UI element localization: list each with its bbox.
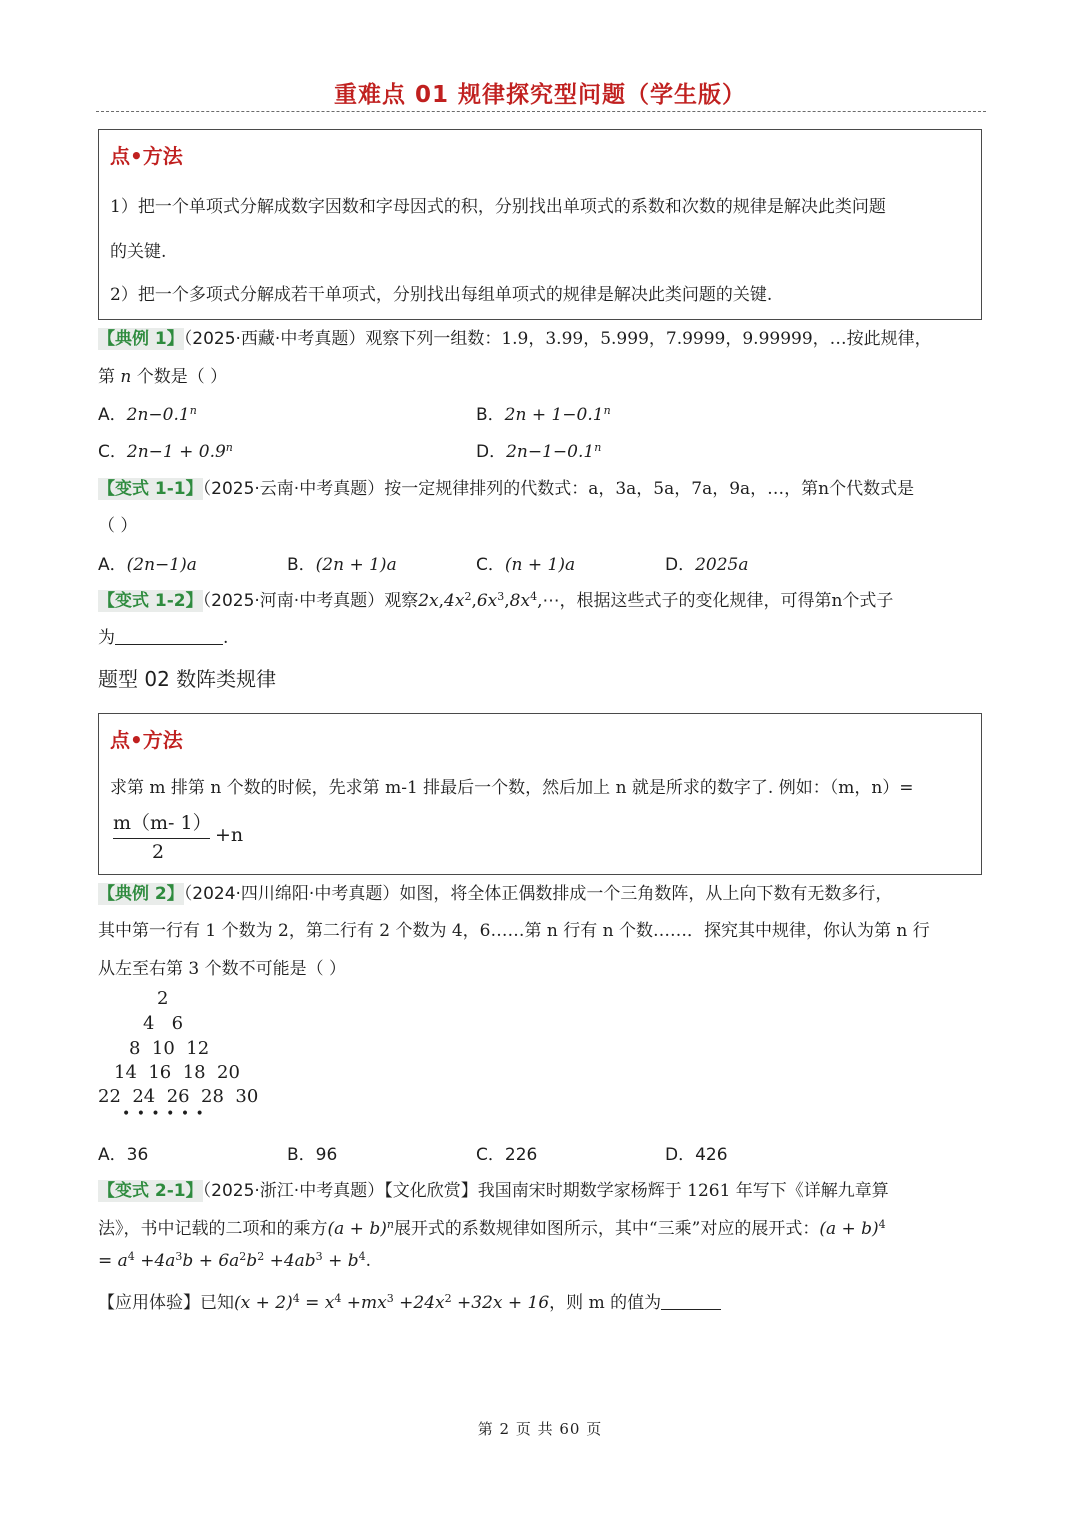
option-label: D．	[665, 1145, 696, 1165]
question-text: 观察	[384, 591, 419, 611]
option-expr: (2n−1)a	[126, 555, 197, 575]
math-var: n	[120, 367, 132, 387]
question-text: 已知	[200, 1293, 234, 1313]
exponent: 2	[239, 1250, 247, 1263]
page-footer: 第 2 页 共 60 页	[477, 1420, 603, 1438]
option-label: C．	[476, 1145, 505, 1165]
exponent: 3	[315, 1250, 323, 1263]
fraction-bar	[113, 838, 210, 839]
formula-fraction	[111, 808, 244, 868]
option-label: B．	[476, 405, 505, 425]
option-label: C．	[98, 442, 127, 462]
example-tag: 【典例 2】	[98, 884, 184, 904]
application-question	[98, 1288, 721, 1313]
option-d[interactable]	[665, 1140, 728, 1165]
option-expr: 96	[315, 1145, 338, 1165]
question-text: .	[223, 628, 229, 648]
triangle-row-5: 22 24 26 28 30	[98, 1086, 259, 1107]
option-c[interactable]	[98, 437, 233, 462]
exponent: n	[386, 1218, 394, 1231]
option-d[interactable]	[665, 550, 749, 575]
option-c[interactable]	[476, 550, 575, 575]
question-text: 按一定规律排列的代数式：a，3a，5a，7a，9a，…，第n个代数式是	[384, 479, 915, 499]
example-tag: 【典例 1】	[98, 329, 184, 349]
math-term: 6x	[476, 591, 498, 611]
option-b[interactable]	[287, 1140, 337, 1165]
math-term: 4x	[444, 591, 465, 611]
example-1-question	[98, 324, 932, 349]
triangle-row-3: 8 10 12	[129, 1038, 210, 1059]
exponent: 4	[878, 1218, 886, 1231]
question-text: 展开式的系数规律如图所示，其中“三乘”对应的展开式：	[393, 1219, 820, 1239]
question-text: 【文化欣赏】我国南宋时期数学家杨辉于 1261 年写下《详解九章算	[384, 1181, 889, 1201]
variant-2-1-question-cont	[98, 1214, 886, 1239]
method-box-heading: 点•方法	[110, 144, 183, 168]
option-label: D．	[476, 442, 507, 462]
variant-1-1-question-cont: （ ）	[98, 516, 138, 536]
exponent: n	[225, 441, 233, 454]
option-expr: 2025a	[695, 555, 749, 575]
question-source: （2025·河南·中考真题）	[202, 591, 385, 611]
option-label: A．	[98, 405, 127, 425]
math-expr: (x + 2)	[234, 1293, 293, 1313]
option-a[interactable]	[98, 400, 197, 425]
option-label: A．	[98, 555, 127, 575]
exponent: 4	[334, 1292, 342, 1305]
answer-blank[interactable]	[115, 628, 223, 645]
example-tag: 【变式 1-2】	[98, 591, 203, 611]
exponent: 4	[127, 1250, 135, 1263]
exponent: 3	[175, 1250, 183, 1263]
example-1-question-cont	[98, 362, 227, 387]
triangle-row-1: 2	[157, 988, 169, 1009]
question-source: （2025·浙江·中考真题）	[202, 1181, 385, 1201]
method-box-heading: 点•方法	[110, 728, 183, 752]
example-2-question-cont: 从左至右第 3 个数不可能是（ ）	[98, 959, 347, 979]
exponent: n	[189, 404, 197, 417]
option-a[interactable]	[98, 1140, 148, 1165]
question-source: （2024·四川绵阳·中考真题）	[183, 884, 400, 904]
exponent: 2	[444, 1292, 452, 1305]
math-expr: +4a	[134, 1251, 176, 1271]
option-expr: 426	[695, 1145, 728, 1165]
option-expr: 2n−1 + 0.9	[126, 442, 226, 462]
exponent: n	[603, 404, 611, 417]
title-divider	[96, 111, 986, 112]
method-text: 1）把一个单项式分解成数字因数和字母因式的积，分别找出单项式的系数和次数的规律是解决此类问题	[110, 197, 886, 217]
example-tag: 【变式 2-1】	[98, 1181, 203, 1201]
math-expr: + b	[322, 1251, 359, 1271]
method-text: 的关键.	[110, 242, 167, 262]
exponent: 3	[386, 1292, 394, 1305]
math-expr: +mx	[341, 1293, 387, 1313]
question-text: 第	[98, 367, 121, 387]
exponent: n	[594, 441, 602, 454]
question-text: 个数是（ ）	[131, 367, 228, 387]
option-expr: 226	[504, 1145, 538, 1165]
variant-1-1-question	[98, 474, 914, 499]
exponent: 4	[530, 590, 538, 603]
question-source: （2025·云南·中考真题）	[202, 479, 385, 499]
option-label: D．	[665, 555, 696, 575]
section-heading: 题型 02 数阵类规律	[98, 667, 277, 691]
question-text: ,⋯，根据这些式子的变化规律，可得第n个式子	[537, 591, 894, 611]
math-expr: b + 6a	[182, 1251, 240, 1271]
math-expr: = a	[98, 1251, 128, 1271]
example-2-question-cont: 其中第一行有 1 个数为 2，第二行有 2 个数为 4，6……第 n 行有 n 个数……．探究其中规律，你认为第 n 行	[98, 921, 930, 941]
math-term: 8x	[509, 591, 531, 611]
example-tag: 【变式 1-1】	[98, 479, 203, 499]
question-text: 观察下列一组数：1.9，3.99，5.999，7.9999，9.99999，…按此规律，	[365, 329, 932, 349]
exponent: 3	[497, 590, 505, 603]
variant-1-2-question-cont	[98, 623, 228, 648]
question-text: 为	[98, 628, 115, 648]
method-text: 2）把一个多项式分解成若干单项式，分别找出每组单项式的规律是解决此类问题的关键.	[110, 285, 773, 305]
fraction-denominator: 2	[152, 841, 165, 863]
exponent: 4	[292, 1292, 300, 1305]
triangle-ellipsis: • • • • • •	[122, 1106, 205, 1122]
option-label: C．	[476, 555, 505, 575]
fraction-numerator: m（m- 1）	[113, 812, 212, 834]
math-expr: (a + b)	[819, 1219, 879, 1239]
option-label: B．	[287, 1145, 316, 1165]
question-text: ，则 m 的值为	[549, 1293, 662, 1313]
fraction-plus-n: +n	[215, 824, 244, 846]
math-expr: +24x	[393, 1293, 445, 1313]
triangle-row-4: 14 16 18 20	[114, 1062, 240, 1083]
option-expr: (2n + 1)a	[315, 555, 397, 575]
option-expr: 2n−0.1	[126, 405, 190, 425]
exponent: 4	[358, 1250, 366, 1263]
math-expr: b	[246, 1251, 258, 1271]
variant-1-2-question: 【变式 1-2】（2025·河南·中考真题）观察$2x,4x^2,6x^3,8x^4,\cdots$，根据这些式子的变化规律，可得第n个式子	[98, 590, 894, 611]
option-b[interactable]	[287, 550, 397, 575]
option-a[interactable]	[98, 550, 197, 575]
option-expr: 36	[126, 1145, 149, 1165]
option-d[interactable]	[476, 437, 601, 462]
math-expr: +32x + 16	[451, 1293, 550, 1313]
exponent: 2	[464, 590, 472, 603]
variant-2-1-expansion	[98, 1251, 371, 1271]
math-expr: (a + b)	[327, 1219, 387, 1239]
option-label: A．	[98, 1145, 127, 1165]
page-title: 重难点 01 规律探究型问题（学生版）	[333, 82, 747, 108]
option-expr: 2n + 1−0.1	[504, 405, 604, 425]
question-source: （2025·西藏·中考真题）	[183, 329, 366, 349]
variant-2-1-question	[98, 1176, 889, 1201]
question-text: 法》，书中记载的二项和的乘方	[98, 1219, 328, 1239]
math-term: 2x	[418, 591, 439, 611]
method-text: 求第 m 排第 n 个数的时候，先求第 m-1 排最后一个数，然后加上 n 就是所求的数字了. 例如：（m，n）=	[110, 778, 914, 798]
question-text: 如图，将全体正偶数排成一个三角数阵，从上向下数有无数多行，	[399, 884, 893, 904]
math-expr: +4ab	[264, 1251, 316, 1271]
math-expr: = x	[299, 1293, 335, 1313]
triangle-row-2: 4 6	[143, 1013, 184, 1034]
option-expr: (n + 1)a	[504, 555, 576, 575]
method-box-1	[98, 129, 982, 320]
option-label: B．	[287, 555, 316, 575]
option-c[interactable]	[476, 1140, 537, 1165]
option-expr: 2n−1−0.1	[506, 442, 595, 462]
option-b[interactable]	[476, 400, 611, 425]
exponent: 2	[257, 1250, 265, 1263]
application-tag: 【应用体验】	[98, 1293, 200, 1313]
math-expr: .	[365, 1251, 372, 1271]
example-2-question	[98, 879, 892, 904]
answer-blank[interactable]	[661, 1293, 721, 1310]
